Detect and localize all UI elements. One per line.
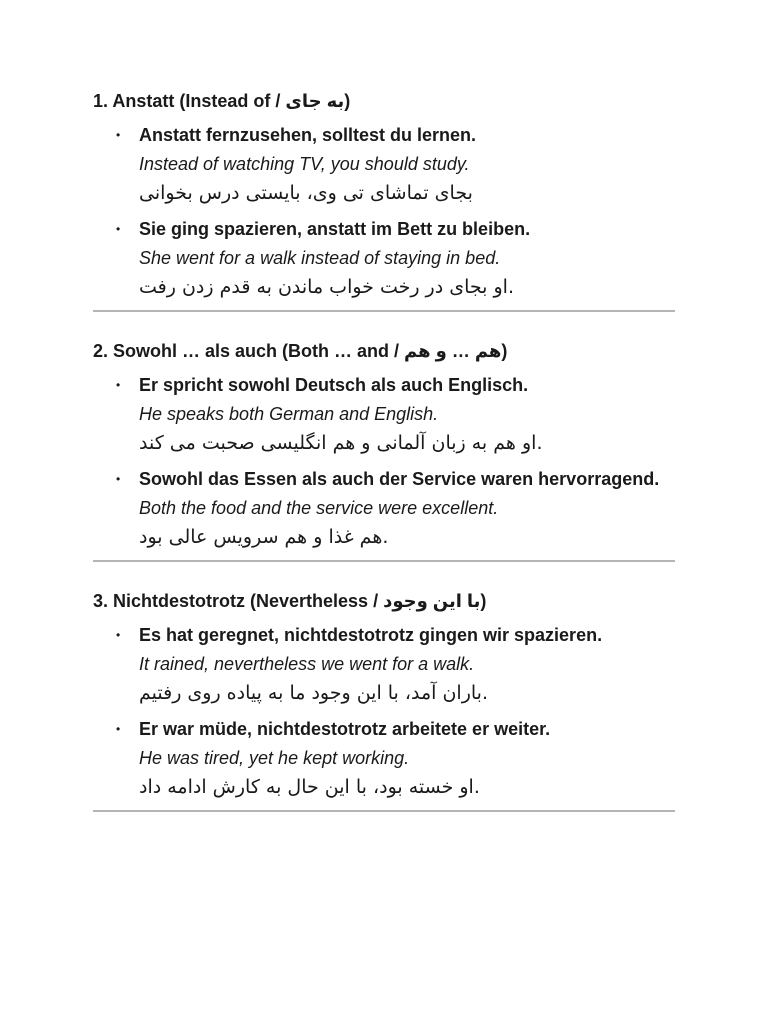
example-list	[93, 371, 675, 552]
persian-translation: بجای تماشای تی وی، بایستی درس بخوانی	[139, 182, 473, 204]
persian-translation: او خسته بود، با این حال به کارش ادامه داد.	[139, 776, 480, 798]
bullet-icon: •	[116, 222, 121, 236]
bullet-icon: •	[116, 722, 121, 736]
list-item	[93, 371, 675, 458]
persian-translation: او هم به زبان آلمانی و هم انگلیسی صحبت می کند.	[139, 432, 543, 454]
german-sentence: Er war müde, nichtdestotrotz arbeitete er weiter.	[139, 719, 551, 739]
persian-translation: هم غذا و هم سرویس عالی بود.	[139, 526, 389, 548]
list-item	[93, 621, 675, 708]
english-translation: Both the food and the service were excellent.	[139, 498, 499, 518]
english-translation: It rained, nevertheless we went for a walk.	[139, 654, 475, 674]
list-item	[93, 215, 675, 302]
persian-translation: او بجای در رخت خواب ماندن به قدم زدن رفت.	[139, 276, 514, 298]
persian-translation: باران آمد، با این وجود ما به پیاده روی رفتیم.	[139, 682, 489, 704]
english-translation: He speaks both German and English.	[139, 404, 439, 424]
list-item	[93, 715, 675, 802]
german-sentence: Anstatt fernzusehen, solltest du lernen.	[139, 125, 477, 145]
bullet-icon: •	[116, 128, 121, 142]
section-sowohl-als-auch	[93, 336, 675, 562]
section-title: 3. Nichtdestotrotz (Nevertheless / با این وجود)	[93, 591, 487, 611]
list-item	[93, 465, 675, 552]
german-sentence: Er spricht sowohl Deutsch als auch Englisch.	[139, 375, 529, 395]
bullet-icon: •	[116, 378, 121, 392]
english-translation: She went for a walk instead of staying in bed.	[139, 248, 501, 268]
section-divider	[93, 310, 675, 312]
german-sentence: Sie ging spazieren, anstatt im Bett zu bleiben.	[139, 219, 531, 239]
section-divider	[93, 810, 675, 812]
example-list	[93, 121, 675, 302]
english-translation: He was tired, yet he kept working.	[139, 748, 410, 768]
german-sentence: Sowohl das Essen als auch der Service waren hervorragend.	[139, 469, 660, 489]
bullet-icon: •	[116, 628, 121, 642]
list-item	[93, 121, 675, 208]
english-translation: Instead of watching TV, you should study.	[139, 154, 470, 174]
section-title: 1. Anstatt (Instead of / به جای)	[93, 91, 351, 111]
bullet-icon: •	[116, 472, 121, 486]
section-divider	[93, 560, 675, 562]
section-anstatt	[93, 86, 675, 312]
example-list	[93, 621, 675, 802]
section-nichtdestotrotz	[93, 586, 675, 812]
section-title: 2. Sowohl … als auch (Both … and / هم … و هم)	[93, 341, 508, 361]
document-page	[93, 86, 675, 836]
german-sentence: Es hat geregnet, nichtdestotrotz gingen wir spazieren.	[139, 625, 603, 645]
